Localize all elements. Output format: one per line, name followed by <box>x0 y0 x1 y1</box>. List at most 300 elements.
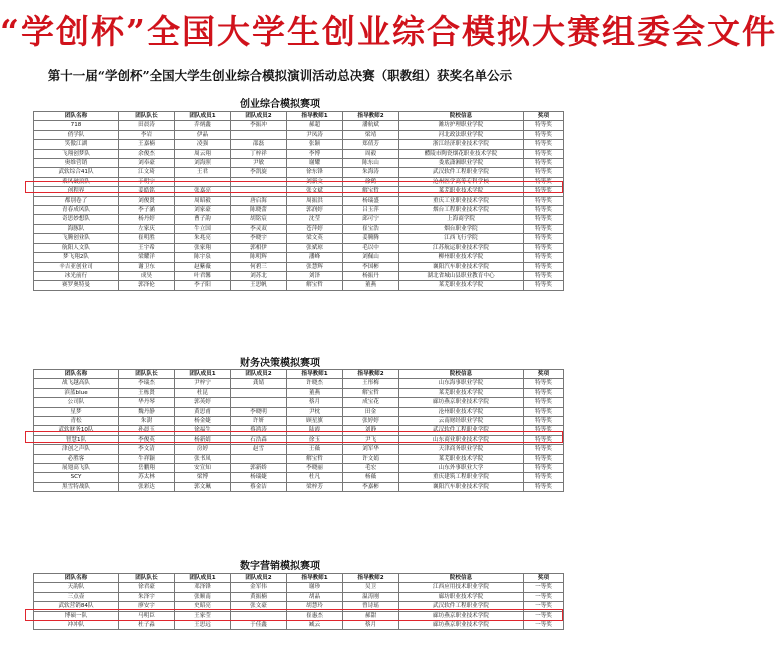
table-cell: 滨蓝blue <box>34 388 119 397</box>
table-body <box>34 583 564 630</box>
column-header: 团队成员2 <box>231 112 287 121</box>
table-cell: 青春成风队 <box>34 206 119 215</box>
table-cell: 醴陵市陶瓷烟花职业技术学院 <box>399 149 524 158</box>
table-cell: 重庆建筑工程职业学院 <box>399 473 524 482</box>
table-cell: 云南财经职业学院 <box>399 417 524 426</box>
table-cell: 王栋贤 <box>119 388 175 397</box>
table-cell: 苍萍婷 <box>287 224 343 233</box>
table-cell: 乘风破浪队 <box>34 177 119 186</box>
document-banner-title: “学创杯”全国大学生创业综合模拟大赛组委会文件 <box>0 12 777 51</box>
table-cell: 河北政法职业学院 <box>399 130 524 139</box>
table-cell: 张慧辉 <box>287 262 343 271</box>
table-cell: 徐玉 <box>287 435 343 444</box>
table-cell: 金军伟 <box>231 583 287 592</box>
table-cell: 赵紫薇 <box>175 262 231 271</box>
column-header: 指导教师2 <box>343 370 399 379</box>
table-cell: 津创之声队 <box>34 445 119 454</box>
table-cell: 潍坊护理职业学院 <box>399 121 524 130</box>
table-cell: 邓泽锋 <box>175 583 231 592</box>
column-header: 团队名称 <box>34 574 119 583</box>
table-cell: 杨瑞盛 <box>343 196 399 205</box>
highlight-box-business <box>25 181 563 193</box>
table-cell: 王思远 <box>175 621 231 630</box>
table-cell: 蔡金洁 <box>231 482 287 491</box>
table-cell: 江西应用技术职业学院 <box>399 583 524 592</box>
table-cell: 山东外事职业大学 <box>399 464 524 473</box>
table-cell: 王宇希 <box>119 243 175 252</box>
table-cell: 史昭亮 <box>175 602 231 611</box>
table-row <box>34 159 564 168</box>
table-cell: 王嘉楠 <box>119 140 175 149</box>
table-cell: 张彩达 <box>119 482 175 491</box>
column-header: 团队队长 <box>119 574 175 583</box>
highlight-box-marketing <box>25 609 563 621</box>
table-cell: 郭英婷 <box>175 398 231 407</box>
table-cell: 梁博 <box>175 473 231 482</box>
table-cell: 谢耀 <box>287 159 343 168</box>
table-cell: 莱芜职业技术学院 <box>399 187 524 196</box>
table-cell: 奇思妙想队 <box>34 215 119 224</box>
highlight-box-finance <box>25 431 563 443</box>
table-row <box>34 140 564 149</box>
table-cell: 廊坊职业技术学院 <box>399 592 524 601</box>
column-header: 指导教师1 <box>287 370 343 379</box>
table-cell: 特等奖 <box>524 435 564 444</box>
table-row <box>34 621 564 630</box>
table-cell: 智慧1队 <box>34 435 119 444</box>
table-cell: 郭泽伦 <box>119 281 175 290</box>
table-cell: 梁耀洋 <box>119 253 175 262</box>
table-cell: 李博 <box>287 149 343 158</box>
table-cell: 崔宝浩 <box>343 224 399 233</box>
table-cell: 朱澍 <box>119 417 175 426</box>
table-row <box>34 473 564 482</box>
table-cell: 飞腾创业队 <box>34 234 119 243</box>
table-cell: 襄阳汽车职业技术学院 <box>399 262 524 271</box>
table-cell: 刘佩山 <box>343 253 399 262</box>
table-cell: 上海商学院 <box>399 215 524 224</box>
table-cell: 李俊英 <box>119 435 175 444</box>
table-cell: 李子阳 <box>175 281 231 290</box>
table-cell: 臧云 <box>287 621 343 630</box>
table-cell: 王薇 <box>287 445 343 454</box>
table-cell: 尹枕 <box>287 407 343 416</box>
table-cell: 李振冲 <box>231 121 287 130</box>
column-header: 院校信息 <box>399 574 524 583</box>
table-cell: 张婷婷 <box>343 417 399 426</box>
table-cell: 沧州医学高等专科学校 <box>399 177 524 186</box>
table-cell: 成宝花 <box>343 398 399 407</box>
table-cell: 孙晨玉 <box>119 426 175 435</box>
table-cell: 特等奖 <box>524 234 564 243</box>
table-cell: 天韵队 <box>34 583 119 592</box>
table-cell: 烟台工程职业技术学院 <box>399 206 524 215</box>
table-cell: 廖安宇 <box>119 602 175 611</box>
table-cell: 郭新娇 <box>231 464 287 473</box>
table-cell: 特等奖 <box>524 407 564 416</box>
table-cell: 李瑞杰 <box>119 379 175 388</box>
table-cell: 李晓丽 <box>287 464 343 473</box>
table-cell: 特等奖 <box>524 464 564 473</box>
table-cell: 战飞越高队 <box>34 379 119 388</box>
table-cell: 奥维营销 <box>34 159 119 168</box>
table-cell: 沈莹 <box>287 215 343 224</box>
table-cell: 胡晶 <box>287 592 343 601</box>
table-cell: 陈东山 <box>343 159 399 168</box>
table-cell: 特等奖 <box>524 149 564 158</box>
table-cell: 石浩森 <box>231 435 287 444</box>
table-cell: 杜凡 <box>287 473 343 482</box>
section-title-business: 创业综合模拟赛项 <box>240 99 320 110</box>
table-body <box>34 121 564 290</box>
table-cell: 柳州职业技术学院 <box>399 253 524 262</box>
table-row <box>34 482 564 491</box>
table-row <box>34 215 564 224</box>
table-cell: 特等奖 <box>524 187 564 196</box>
table-cell: 一等奖 <box>524 583 564 592</box>
table-cell: 张斌琼 <box>287 243 343 252</box>
table-cell: 俏学队 <box>34 130 119 139</box>
table-cell: 许晓杰 <box>287 379 343 388</box>
table-cell: 周毅 <box>343 149 399 158</box>
table-cell: 尹梓宁 <box>175 379 231 388</box>
table-cell: 杜昆 <box>175 388 231 397</box>
table-row <box>34 583 564 592</box>
table-cell: 江文琦 <box>119 168 175 177</box>
table-cell: 山东海事职业学院 <box>399 379 524 388</box>
table-cell: 解宝哲 <box>287 454 343 463</box>
table-cell: 武汉软件工程职业学院 <box>399 168 524 177</box>
table-cell: 刘泽 <box>287 271 343 280</box>
table-cell: 刘海照 <box>175 159 231 168</box>
table-cell: 公司队 <box>34 398 119 407</box>
table-cell: 龚婧 <box>231 379 287 388</box>
table-cell: 田晨涛 <box>119 121 175 130</box>
table-cell: 顾星旗 <box>287 417 343 426</box>
column-header: 团队成员1 <box>175 370 231 379</box>
table-cell: 姜皓铭 <box>119 187 175 196</box>
table-cell: 特等奖 <box>524 196 564 205</box>
table-cell: 武软财务10队 <box>34 426 119 435</box>
table-cell: 李凯旋 <box>231 168 287 177</box>
table-cell: 田金 <box>343 407 399 416</box>
table-cell: 王君 <box>175 168 231 177</box>
table-cell: 李灵双 <box>231 224 287 233</box>
table-cell: 特等奖 <box>524 454 564 463</box>
table-cell: 一等奖 <box>524 611 564 620</box>
table-cell: 特等奖 <box>524 473 564 482</box>
table-cell: 特等奖 <box>524 379 564 388</box>
table-cell: 廊坊燕京职业技术学院 <box>399 611 524 620</box>
table-cell: 特等奖 <box>524 243 564 252</box>
table-cell: 刘新文 <box>287 177 343 186</box>
table-cell: 邵磊 <box>231 140 287 149</box>
table-cell: 张嘉亮 <box>175 187 231 196</box>
table-cell: 乔炳鑫 <box>175 121 231 130</box>
table-cell: 解宝哲 <box>287 281 343 290</box>
table-cell: 杨新婧 <box>175 435 231 444</box>
table-cell: 赛罗奥特曼 <box>34 281 119 290</box>
table-row <box>34 592 564 601</box>
table-cell: 尹凤涛 <box>287 130 343 139</box>
table-cell: 陈晓蕾 <box>231 206 287 215</box>
table-cell: 徐鹤 <box>343 177 399 186</box>
table-cell: 江西飞行学院 <box>399 234 524 243</box>
table-cell: 刘苏北 <box>231 271 287 280</box>
table-cell: 杨振丹 <box>343 271 399 280</box>
table-row <box>34 234 564 243</box>
table-cell: 吕玉萍 <box>343 206 399 215</box>
table-cell: 梁靖 <box>343 130 399 139</box>
table-cell: 李文清 <box>119 445 175 454</box>
table-cell: 赵雪 <box>231 445 287 454</box>
table-cell: 叶君馨 <box>175 271 231 280</box>
table-row <box>34 281 564 290</box>
table-cell: 刘俊贤 <box>119 196 175 205</box>
table-cell: 张书凤 <box>175 454 231 463</box>
column-header: 奖项 <box>524 370 564 379</box>
table-cell: 崔明胜 <box>119 234 175 243</box>
table-cell: 娄底潇湘职业学院 <box>399 159 524 168</box>
table-cell: 解宝哲 <box>343 187 399 196</box>
table-cell <box>231 388 287 397</box>
table-cell: 三点壶 <box>34 592 119 601</box>
table-cell: 特等奖 <box>524 417 564 426</box>
table-cell: 曾诗瑶 <box>343 602 399 611</box>
table-cell: 牛立国 <box>175 224 231 233</box>
table-row <box>34 121 564 130</box>
table-cell: 潘航斌 <box>343 121 399 130</box>
table-cell: 博硕一队 <box>34 611 119 620</box>
table-cell: 尹敏 <box>231 159 287 168</box>
table-cell: SCY <box>34 473 119 482</box>
table-row <box>34 388 564 397</box>
table-cell: 杨丹婷 <box>119 215 175 224</box>
table-row <box>34 130 564 139</box>
table-cell: 一等奖 <box>524 602 564 611</box>
table-row <box>34 454 564 463</box>
table-cell: 张文斌 <box>287 187 343 196</box>
table-cell: 崔惠杰 <box>287 611 343 620</box>
table-cell <box>231 130 287 139</box>
table-cell: 岳鹏翔 <box>119 464 175 473</box>
table-cell: 唐启海 <box>231 196 287 205</box>
table-cell: 特等奖 <box>524 140 564 149</box>
table-cell: 谢卫东 <box>119 262 175 271</box>
table-row <box>34 243 564 252</box>
table-cell: 马明臣 <box>119 611 175 620</box>
table-cell: 冲冲队 <box>34 621 119 630</box>
table-cell: 许妍 <box>231 417 287 426</box>
table-row <box>34 253 564 262</box>
table-cell: 天津商务职业学院 <box>399 445 524 454</box>
notice-title: 第十一届“学创杯”全国大学生创业综合模拟演训活动总决赛（职教组）获奖名单公示 <box>47 68 513 83</box>
table-cell: 董燕 <box>343 281 399 290</box>
table-cell: 胡铭宸 <box>231 215 287 224</box>
table-cell: 718 <box>34 121 119 130</box>
table-cell: 莱芜职业技术学院 <box>399 388 524 397</box>
table-cell: 浙江经济职业技术学院 <box>399 140 524 149</box>
table-header-row <box>34 574 564 583</box>
table-row <box>34 168 564 177</box>
table-cell: 苏太林 <box>119 473 175 482</box>
table-cell: 朱泽宇 <box>119 592 175 601</box>
table-cell: 王彤梅 <box>343 379 399 388</box>
table-cell: 毛宏 <box>343 464 399 473</box>
table-cell: 特等奖 <box>524 168 564 177</box>
table-cell: 丁梓祥 <box>231 149 287 158</box>
table-cell: 张文豪 <box>231 602 287 611</box>
table-cell: 温涛刚 <box>343 592 399 601</box>
table-cell: 谢珍 <box>287 583 343 592</box>
table-header-row <box>34 112 564 121</box>
table-row <box>34 206 564 215</box>
table-cell: 朱兆亮 <box>175 234 231 243</box>
table-cell: 特等奖 <box>524 445 564 454</box>
table-cell: 陈明辉 <box>231 253 287 262</box>
table-cell: 牛祥颖 <box>119 454 175 463</box>
column-header: 指导教师2 <box>343 112 399 121</box>
table-cell: 刘静 <box>343 426 399 435</box>
table-cell: 张颖 <box>287 140 343 149</box>
table-cell: 江苏航运职业技术学院 <box>399 243 524 252</box>
table-cell: 特等奖 <box>524 262 564 271</box>
table-cell: 凌强 <box>175 140 231 149</box>
table-row <box>34 196 564 205</box>
table-cell: 杨薇 <box>343 473 399 482</box>
table-cell: 航阳人文队 <box>34 243 119 252</box>
table-cell: 郑倩芳 <box>343 140 399 149</box>
table-header-row <box>34 370 564 379</box>
table-cell <box>231 454 287 463</box>
table-row <box>34 379 564 388</box>
table-cell: 特等奖 <box>524 271 564 280</box>
table-cell: 郭润婷 <box>287 206 343 215</box>
table-cell: 蔡鸿涛 <box>231 426 287 435</box>
table-row <box>34 417 564 426</box>
table-row <box>34 224 564 233</box>
table-cell: 陈宇泉 <box>175 253 231 262</box>
table-cell: 蔡月 <box>287 398 343 407</box>
award-table-business <box>33 111 564 291</box>
table-cell: 冰光前行 <box>34 271 119 280</box>
table-cell: 房婷 <box>175 445 231 454</box>
table-cell: 特等奖 <box>524 224 564 233</box>
table-cell: 姜腾腾 <box>343 234 399 243</box>
column-header: 指导教师1 <box>287 112 343 121</box>
table-cell: 沧州职业技术学院 <box>399 407 524 416</box>
table-cell: 左家庆 <box>119 224 175 233</box>
table-cell: 魏丹静 <box>119 407 175 416</box>
column-header: 团队名称 <box>34 112 119 121</box>
table-cell: 解宝哲 <box>343 388 399 397</box>
table-row <box>34 149 564 158</box>
table-cell: 辛吉亚创业司 <box>34 262 119 271</box>
table-cell: 何碧三 <box>231 262 287 271</box>
column-header: 团队名称 <box>34 370 119 379</box>
table-cell: 曹子韵 <box>175 215 231 224</box>
table-cell: 特等奖 <box>524 426 564 435</box>
table-cell: 武软综合41队 <box>34 168 119 177</box>
table-cell: 徐福生 <box>175 426 231 435</box>
table-cell: 成昊 <box>119 271 175 280</box>
table-cell: 余俊杰 <box>119 149 175 158</box>
table-cell: 潘峰 <box>287 253 343 262</box>
column-header: 团队成员1 <box>175 574 231 583</box>
column-header: 团队队长 <box>119 370 175 379</box>
table-cell: 武汉软件工程职业学院 <box>399 602 524 611</box>
table-cell: 特等奖 <box>524 130 564 139</box>
award-table-marketing <box>33 573 564 630</box>
table-cell: 创程界 <box>34 187 119 196</box>
table-cell: 莱芜职业技术学院 <box>399 454 524 463</box>
column-header: 奖项 <box>524 112 564 121</box>
table-cell: 于佳鑫 <box>231 621 287 630</box>
table-row <box>34 271 564 280</box>
table-cell: 必胜客 <box>34 454 119 463</box>
table-cell: 特等奖 <box>524 215 564 224</box>
table-cell: 徐君豪 <box>119 583 175 592</box>
table-cell: 特等奖 <box>524 177 564 186</box>
column-header: 团队队长 <box>119 112 175 121</box>
table-cell: 特等奖 <box>524 159 564 168</box>
table-cell: 李嘉彬 <box>343 482 399 491</box>
table-cell: 特等奖 <box>524 388 564 397</box>
table-cell: 梁梓芳 <box>287 482 343 491</box>
table-cell: 杜子淼 <box>119 621 175 630</box>
table-row <box>34 262 564 271</box>
table-cell: 李子涵 <box>119 206 175 215</box>
table-cell: 周振洪 <box>287 196 343 205</box>
table-cell: 吴卫 <box>343 583 399 592</box>
table-cell: 王家莹 <box>175 611 231 620</box>
column-header: 指导教师1 <box>287 574 343 583</box>
table-cell: 刘奉豪 <box>119 159 175 168</box>
table-cell: 笑傲江湖 <box>34 140 119 149</box>
column-header: 指导教师2 <box>343 574 399 583</box>
table-cell: 蔡月 <box>343 621 399 630</box>
table-cell: 黄振楠 <box>231 592 287 601</box>
table-cell: 陆霞 <box>287 426 343 435</box>
table-cell: 杨瑞婕 <box>231 473 287 482</box>
table-cell: 特等奖 <box>524 121 564 130</box>
table-cell: 一等奖 <box>524 621 564 630</box>
table-cell: 一等奖 <box>524 592 564 601</box>
table-cell: 邱可宁 <box>343 215 399 224</box>
column-header: 奖项 <box>524 574 564 583</box>
table-cell: 王思帆 <box>231 281 287 290</box>
table-cell: 特等奖 <box>524 206 564 215</box>
column-header: 团队成员1 <box>175 112 231 121</box>
table-cell: 重庆工业职业技术学院 <box>399 196 524 205</box>
table-cell <box>231 398 287 407</box>
table-cell: 许文娟 <box>343 454 399 463</box>
table-cell: 华丹琴 <box>119 398 175 407</box>
table-cell: 特等奖 <box>524 253 564 262</box>
table-cell: 郭相伊 <box>231 243 287 252</box>
table-cell: 李岩 <box>119 130 175 139</box>
table-cell: 武汉软件工程职业学院 <box>399 426 524 435</box>
table-cell: 都别卷了 <box>34 196 119 205</box>
table-row <box>34 445 564 454</box>
table-cell: 星梦 <box>34 407 119 416</box>
table-cell: 于明宁 <box>119 177 175 186</box>
table-cell: 黄思甫 <box>175 407 231 416</box>
table-cell: 尹飞 <box>343 435 399 444</box>
table-cell: 烟台职业学院 <box>399 224 524 233</box>
section-title-finance: 财务决策模拟赛项 <box>240 358 320 369</box>
table-cell: 武软营销84队 <box>34 602 119 611</box>
